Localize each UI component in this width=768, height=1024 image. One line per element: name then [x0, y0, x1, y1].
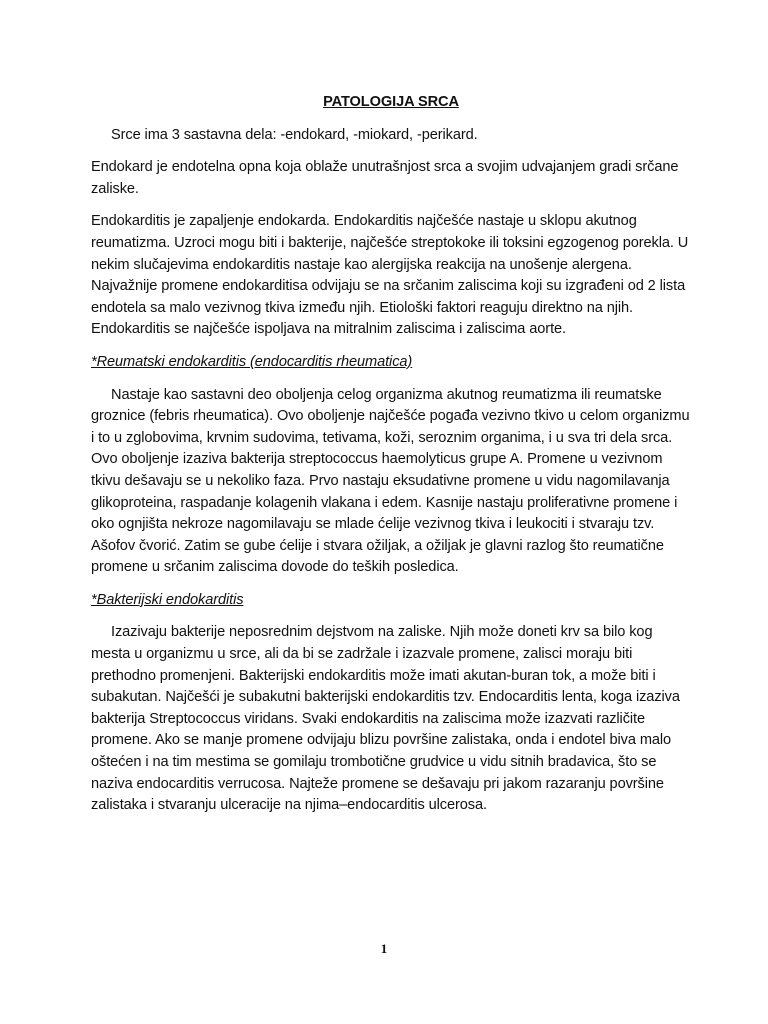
intro-paragraph: Srce ima 3 sastavna dela: -endokard, -miokard, -perikard. — [111, 126, 478, 143]
document-body — [91, 92, 691, 828]
page-number: 1 — [380, 941, 388, 956]
reumatski-paragraph: Nastaje kao sastavni deo oboljenja celog organizma akutnog reumatizma ili reumatske groznice (febris rheumatica). Ovo oboljenje najčešće pogađa vezivno tkivo u celom organizmu i to u zglobovima, krvnim sudovima, tetivama, koži, seroznim organima, i u sva tri dela srca. Ovo oboljenje izaziva bakterija streptococcus haemolyticus grupe A. Promene u vezivnom tkivu dešavaju se u nekoliko faza. Prvo nastaju eksudativne promene u vidu nagomilavanja glikoproteina, raspadanje kolagenih vlakana i edem. Kasnije nastaju proliferativne promene i oko ognjišta nekroze nagomilavaju se mlade ćelije vezivnog tkiva i leukociti i stvaraju tzv. Ašofov čvorić. Zatim se gube ćelije i stvara ožiljak, a ožiljak je glavni razlog što reumatične promene u srčanim zaliscima dovode do teških posledica. — [91, 386, 690, 576]
bakterijski-paragraph: Izazivaju bakterije neposrednim dejstvom na zaliske. Njih može doneti krv sa bilo kog mesta u organizmu u srce, ali da bi se zadržale i izazvale promene, zalisci moraju biti prethodno promenjeni. Bakterijski endokarditis može imati akutan-buran tok, a može biti i subakutan. Najčešći je subakutni bakterijski endokarditis tzv. Endocarditis lenta, koga izaziva bakterija Streptococcus viridans. Svaki endokarditis na zaliscima može izazvati različite promene. Ako se manje promene odvijaju blizu površine zalistaka, onda i endotel biva malo oštećen i na tim mestima se gomilaju trombotične grudvice u vidu sitnih bradavica, što se naziva endocarditis verrucosa. Najteže promene se dešavaju pri jakom razaranju površine zalistaka i stvaranju ulceracije na njima–endocarditis ulcerosa. — [91, 624, 680, 814]
endokard-paragraph: Endokard je endotelna opna koja oblaže unutrašnjost srca a svojim udvajanjem gradi srčane zaliske. — [91, 159, 679, 197]
endokarditis-paragraph: Endokarditis je zapaljenje endokarda. Endokarditis najčešće nastaje u sklopu akutnog reumatizma. Uzroci mogu biti i bakterije, najčešće streptokoke ili toksini egzogenog porekla. U nekim slučajevima endokarditis nastaje kao alergijska reakcija na unošenje alergena. Najvažnije promene endokarditisa odvijaju se na srčanim zaliscima koji su izgrađeni od 2 lista endotela sa malo vezivnog tkiva između njih. Etiološki faktori reaguju direktno na njih. Endokarditis se najčešće ispoljava na mitralnim zaliscima i zaliscima aorte. — [91, 213, 689, 338]
reumatski-heading: *Reumatski endokarditis (endocarditis rheumatica) — [91, 353, 413, 370]
bakterijski-heading: *Bakterijski endokarditis — [91, 591, 244, 608]
document-title: PATOLOGIJA SRCA — [323, 94, 459, 110]
